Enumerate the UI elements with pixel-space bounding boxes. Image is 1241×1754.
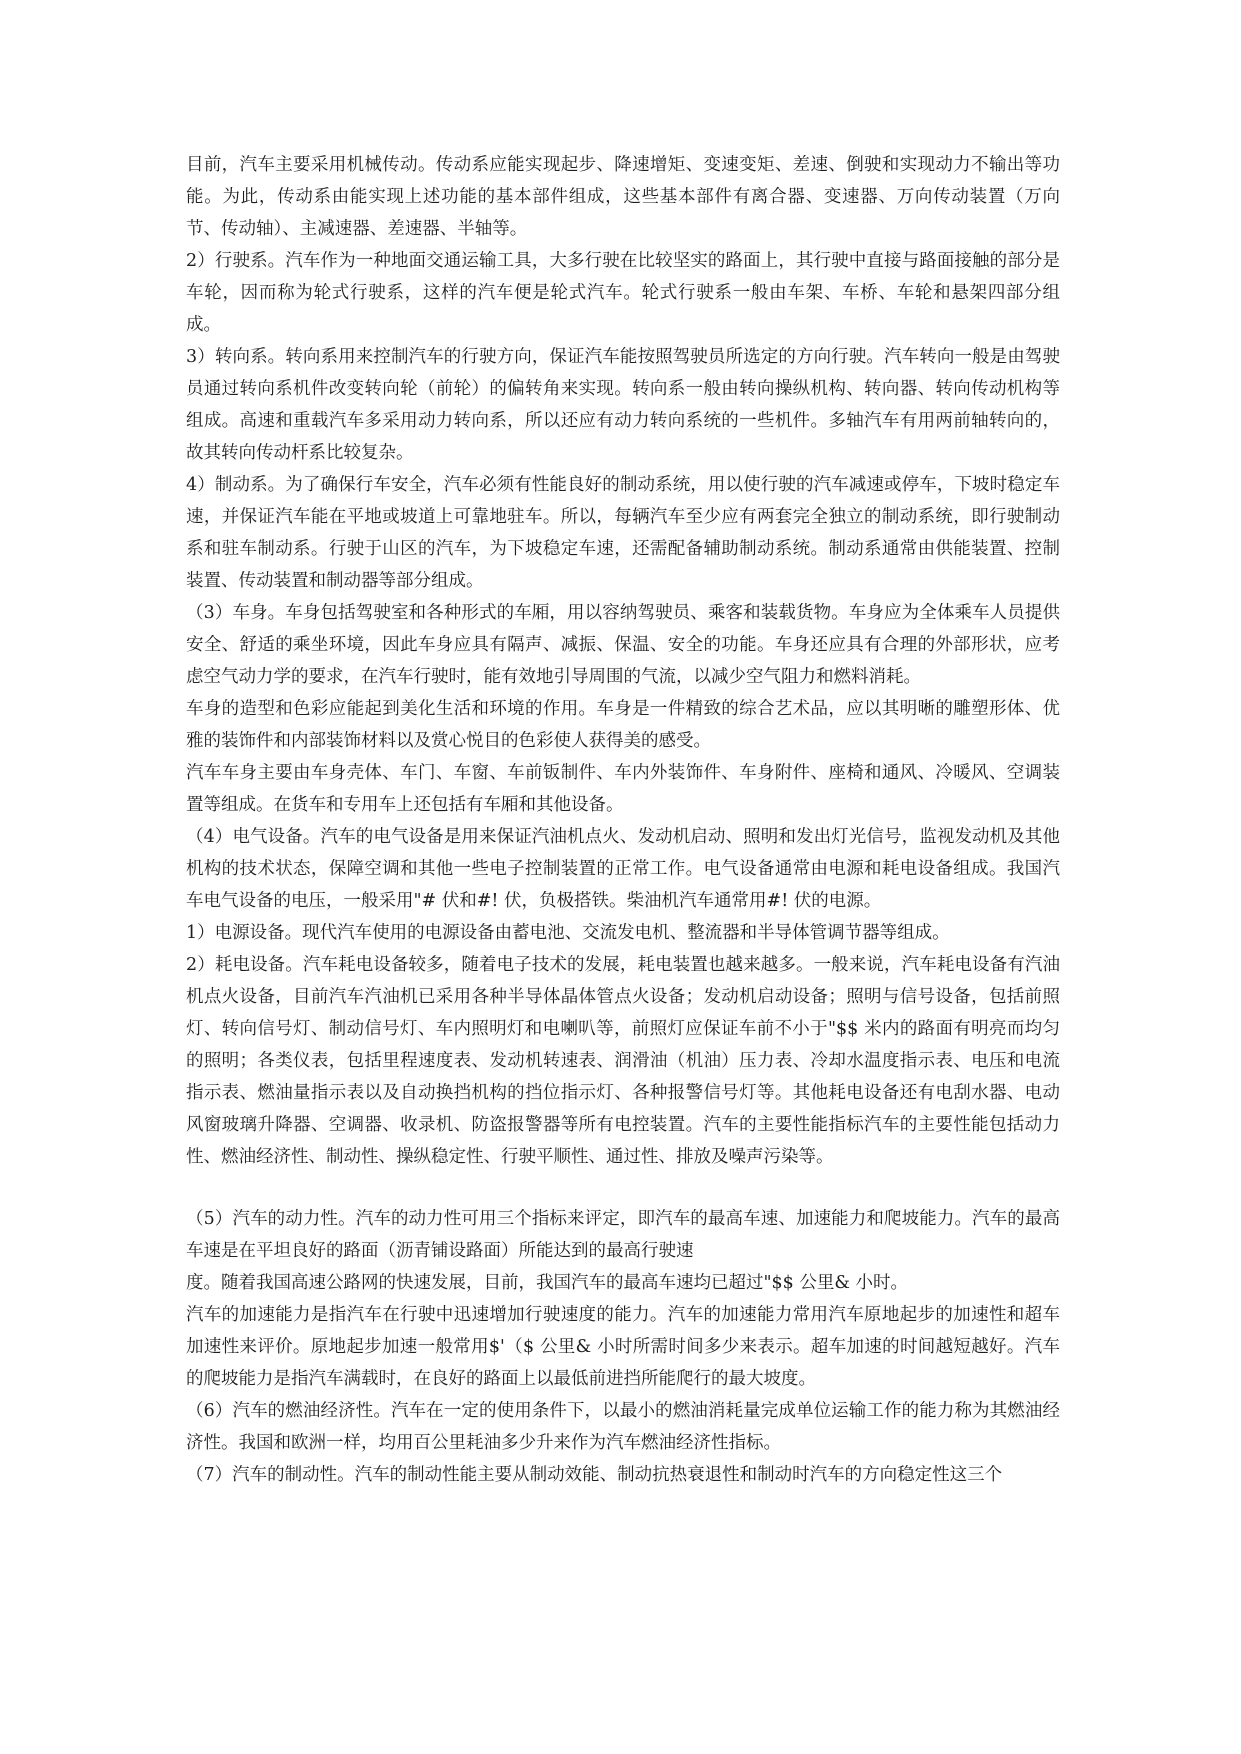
paragraph-steering: 3）转向系。转向系用来控制汽车的行驶方向，保证汽车能按照驾驶员所选定的方向行驶。汽车转向一般是由驾驶员通过转向系机件改变转向轮（前轮）的偏转角来实现。转向系一般由转向操纵机构、转向器、转向传动机构等组成。高速和重载汽车多采用动力转向系，所以还应有动力转向系统的一些机件。多轴汽车有用两前轴转向的，故其转向传动杆系比较复杂。 <box>186 347 1060 463</box>
paragraph-acceleration: 汽车的加速能力是指汽车在行驶中迅速增加行驶速度的能力。汽车的加速能力常用汽车原地起步的加速性和超车加速性来评价。原地起步加速一般常用$'（$ 公里& 小时所需时间多少来表示。超车加速的时间越短越好。汽车的爬坡能力是指汽车满载时，在良好的路面上以最低前进挡所能爬行的最大坡度。 <box>186 1305 1060 1389</box>
paragraph-transmission: 目前，汽车主要采用机械传动。传动系应能实现起步、降速增矩、变速变矩、差速、倒驶和实现动力不输出等功能。为此，传动系由能实现上述功能的基本部件组成，这些基本部件有离合器、变速器、万向传动装置（万向节、传动轴）、主减速器、差速器、半轴等。 <box>186 155 1060 239</box>
paragraph-body-styling: 车身的造型和色彩应能起到美化生活和环境的作用。车身是一件精致的综合艺术品，应以其明晰的雕塑形体、优雅的装饰件和内部装饰材料以及赏心悦目的色彩使人获得美的感受。 <box>186 699 1060 751</box>
paragraph-spacer <box>186 1173 1060 1203</box>
paragraph-top-speed: 度。随着我国高速公路网的快速发展，目前，我国汽车的最高车速均已超过"$$ 公里& 小时。 <box>186 1273 909 1293</box>
document-body <box>186 149 1060 1491</box>
paragraph-electrical: （4）电气设备。汽车的电气设备是用来保证汽油机点火、发动机启动、照明和发出灯光信号，监视发动机及其他机构的技术状态，保障空调和其他一些电子控制装置的正常工作。电气设备通常由电源和耗电设备组成。我国汽车电气设备的电压，一般采用"# 伏和#! 伏，负极搭铁。柴油机汽车通常用#! 伏的电源。 <box>186 827 1060 911</box>
paragraph-running-gear: 2）行驶系。汽车作为一种地面交通运输工具，大多行驶在比较坚实的路面上，其行驶中直接与路面接触的部分是车轮，因而称为轮式行驶系，这样的汽车便是轮式汽车。轮式行驶系一般由车架、车桥、车轮和悬架四部分组成。 <box>186 251 1060 335</box>
paragraph-consumers: 2）耗电设备。汽车耗电设备较多，随着电子技术的发展，耗电装置也越来越多。一般来说，汽车耗电设备有汽油机点火设备，目前汽车汽油机已采用各种半导体晶体管点火设备；发动机启动设备；照明与信号设备，包括前照灯、转向信号灯、制动信号灯、车内照明灯和电喇叭等，前照灯应保证车前不小于"$$ 米内的路面有明亮而均匀的照明；各类仪表，包括里程速度表、发动机转速表、润滑油（机油）压力表、冷却水温度指示表、电压和电流指示表、燃油量指示表以及自动换挡机构的挡位指示灯、各种报警信号灯等。其他耗电设备还有电刮水器、电动风窗玻璃升降器、空调器、收录机、防盗报警器等所有电控装置。汽车的主要性能指标汽车的主要性能包括动力性、燃油经济性、制动性、操纵稳定性、行驶平顺性、通过性、排放及噪声污染等。 <box>186 955 1060 1167</box>
paragraph-braking: 4）制动系。为了确保行车安全，汽车必须有性能良好的制动系统，用以使行驶的汽车减速或停车，下坡时稳定车速，并保证汽车能在平地或坡道上可靠地驻车。所以，每辆汽车至少应有两套完全独立的制动系统，即行驶制动系和驻车制动系。行驶于山区的汽车，为下坡稳定车速，还需配备辅助制动系统。制动系通常由供能装置、控制装置、传动装置和制动器等部分组成。 <box>186 475 1060 591</box>
paragraph-power-supply: 1）电源设备。现代汽车使用的电源设备由蓄电池、交流发电机、整流器和半导体管调节器等组成。 <box>186 923 950 943</box>
paragraph-dynamics: （5）汽车的动力性。汽车的动力性可用三个指标来评定，即汽车的最高车速、加速能力和爬坡能力。汽车的最高车速是在平坦良好的路面（沥青铺设路面）所能达到的最高行驶速 <box>186 1209 1060 1261</box>
paragraph-body-components: 汽车车身主要由车身壳体、车门、车窗、车前钣制件、车内外装饰件、车身附件、座椅和通风、冷暖风、空调装置等组成。在货车和专用车上还包括有车厢和其他设备。 <box>186 763 1060 815</box>
paragraph-fuel-economy: （6）汽车的燃油经济性。汽车在一定的使用条件下，以最小的燃油消耗量完成单位运输工作的能力称为其燃油经济性。我国和欧洲一样，均用百公里耗油多少升来作为汽车燃油经济性指标。 <box>186 1401 1060 1453</box>
paragraph-body: （3）车身。车身包括驾驶室和各种形式的车厢，用以容纳驾驶员、乘客和装载货物。车身应为全体乘车人员提供安全、舒适的乘坐环境，因此车身应具有隔声、减振、保温、安全的功能。车身还应具有合理的外部形状，应考虑空气动力学的要求，在汽车行驶时，能有效地引导周围的气流，以减少空气阻力和燃料消耗。 <box>186 603 1060 687</box>
paragraph-braking-performance: （7）汽车的制动性。汽车的制动性能主要从制动效能、制动抗热衰退性和制动时汽车的方向稳定性这三个 <box>186 1465 1003 1485</box>
